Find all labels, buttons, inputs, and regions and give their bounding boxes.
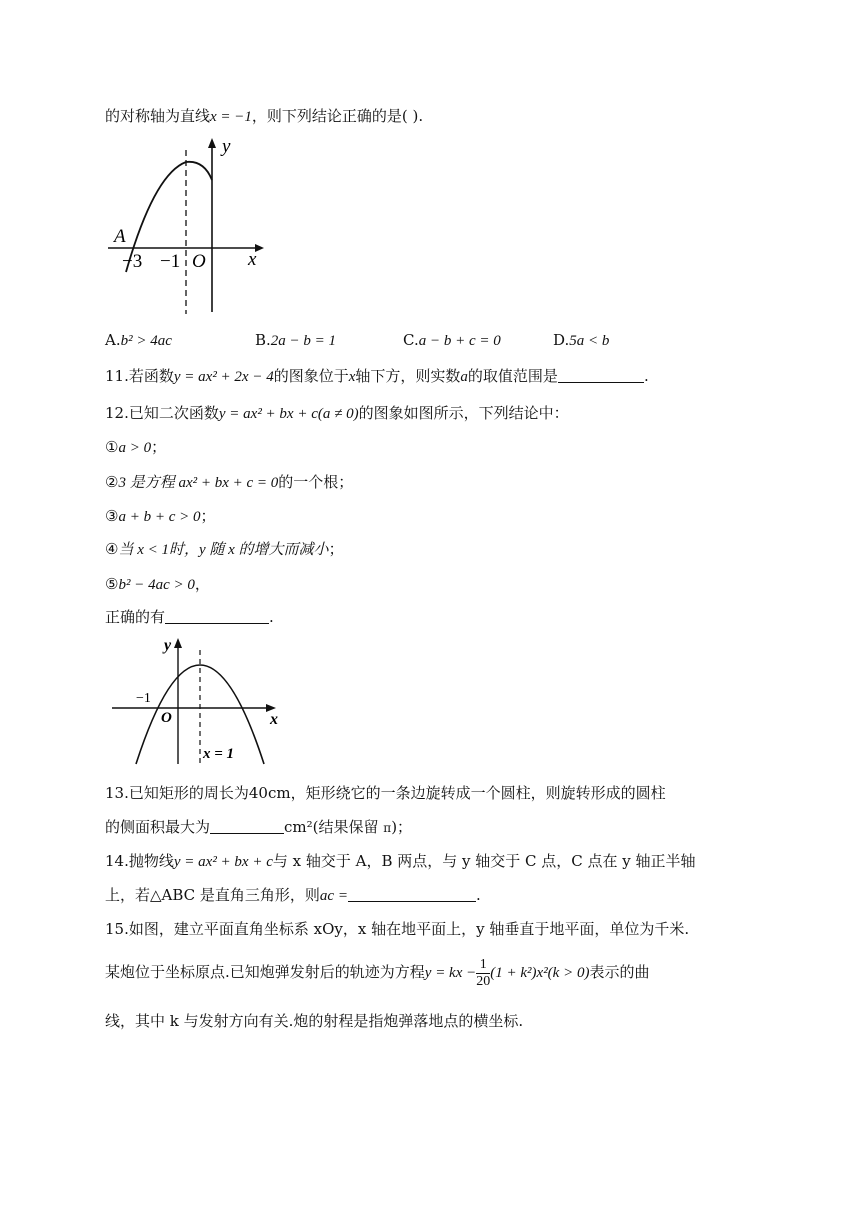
q11-var: x [348, 369, 356, 385]
q15-eq-lhs: y = kx − [424, 965, 477, 981]
option-expr: b² > 4ac [120, 333, 172, 349]
q14-end: . [475, 886, 481, 904]
q11-var: a [460, 369, 468, 385]
q13-line-1 [105, 783, 666, 803]
q10-axis-equation: x = −1 [210, 109, 252, 125]
q12-item-2 [105, 472, 353, 493]
q12-question [105, 403, 569, 424]
q13-text: 的侧面积最大为 [105, 818, 211, 836]
q15-line-2 [105, 955, 649, 990]
item-expr: a + b + c > 0 [118, 509, 201, 525]
item-expr: 3 是方程 ax² + bx + c = 0 [118, 475, 279, 491]
q11-answer-blank[interactable] [558, 367, 644, 383]
q15-text: 如图，建立平面直角坐标系 xOy，x 轴在地平面上，y 轴垂直于地平面，单位为千米. [128, 920, 690, 938]
q10-option-c [403, 330, 501, 351]
item-text: ； [200, 507, 216, 525]
q11-text: 若函数 [128, 367, 174, 385]
q15-frac-num: 1 [476, 957, 490, 974]
q11-end: . [643, 367, 649, 385]
q10-intro: 的对称轴为直线 [105, 107, 211, 125]
q13-unit: cm² [284, 818, 313, 836]
q12-answer-blank[interactable] [165, 608, 269, 624]
q13-pi: π [383, 821, 392, 835]
item-expr: 当 x < 1时，y 随 x 的增大而减小 [118, 542, 329, 558]
q14-line-1 [105, 851, 696, 872]
q13-text: )； [391, 818, 413, 836]
q15-text: 某炮位于坐标原点.已知炮弹发射后的轨迹为方程 [105, 963, 425, 981]
q13-line-2 [105, 817, 412, 838]
q10-x-label: x [248, 249, 257, 270]
item-text: ； [328, 540, 344, 558]
item-text: 的一个根； [278, 473, 354, 491]
q14-text: 与 x 轴交于 A，B 两点，与 y 轴交于 C 点，C 点在 y 轴正半轴 [272, 852, 696, 870]
q10-option-b [255, 330, 336, 351]
q12-item-5 [105, 574, 210, 595]
q11-text: 的取值范围是 [467, 367, 558, 385]
q10-graph [104, 134, 274, 316]
q10-origin-label: O [192, 251, 206, 272]
q10-point-a-label: A [114, 226, 126, 247]
item-expr: b² − 4ac > 0 [118, 577, 195, 593]
q15-line-1 [105, 919, 689, 939]
q12-y-arrow-icon [174, 638, 182, 648]
q15-eq-rhs: x²(k > 0) [536, 965, 590, 981]
q12-answer-line [105, 607, 274, 627]
q10-tick-neg3: −3 [122, 251, 143, 272]
q15-text: 线，其中 k 与发射方向有关.炮的射程是指炮弹落地点的横坐标. [105, 1012, 524, 1030]
q12-end: . [269, 608, 274, 626]
option-expr: 2a − b = 1 [270, 333, 337, 349]
q12-y-label: y [164, 637, 172, 654]
q14-line-2 [105, 885, 481, 906]
item-expr: a > 0 [118, 440, 152, 456]
q12-item-4 [105, 539, 344, 560]
item-text: ； [151, 438, 167, 456]
q10-y-arrow-icon [208, 138, 216, 148]
q15-number: 15. [105, 920, 129, 938]
item-mark: ④ [105, 540, 119, 558]
q11-equation: y = ax² + 2x − 4 [173, 369, 274, 385]
q11-text: 轴下方，则实数 [355, 367, 461, 385]
q13-text: (结果保留 [312, 818, 379, 836]
q10-y-label: y [222, 136, 231, 157]
item-mark: ⑤ [105, 575, 119, 593]
q12-item-3 [105, 506, 216, 527]
q12-text: 已知二次函数 [128, 404, 219, 422]
q14-equation: y = ax² + bx + c [173, 854, 273, 870]
q10-tail: ，则下列结论正确的是( ). [251, 107, 424, 125]
q14-text: 抛物线 [128, 852, 174, 870]
q13-text: 已知矩形的周长为40cm，矩形绕它的一条边旋转成一个圆柱，则旋转形成的圆柱 [128, 784, 666, 802]
q12-number: 12. [105, 404, 129, 422]
option-letter: A. [105, 331, 121, 349]
q10-question-line [105, 106, 423, 127]
q12-origin-label: O [161, 710, 172, 726]
q15-fraction [476, 957, 490, 990]
q15-text: 表示的曲 [589, 963, 650, 981]
option-letter: B. [255, 331, 271, 349]
item-text: ， [194, 575, 210, 593]
q10-option-d [553, 330, 609, 351]
option-expr: 5a < b [569, 333, 610, 349]
q11-question [105, 366, 649, 387]
q11-number: 11. [105, 367, 129, 385]
option-expr: a − b + c = 0 [418, 333, 501, 349]
q12-equation: y = ax² + bx + c(a ≠ 0) [218, 406, 359, 422]
q13-number: 13. [105, 784, 129, 802]
q11-text: 的图象位于 [273, 367, 349, 385]
q12-tick-neg1: −1 [136, 691, 151, 706]
q14-expr: ac = [319, 888, 348, 904]
option-letter: D. [553, 331, 570, 349]
q10-option-a [105, 330, 172, 351]
q15-eq-paren: (1 + k²) [490, 965, 537, 981]
q12-x-label: x [270, 711, 278, 728]
q15-line-3 [105, 1011, 523, 1031]
item-mark: ② [105, 473, 119, 491]
q12-text: 的图象如图所示，下列结论中： [358, 404, 569, 422]
q12-answer-prefix: 正确的有 [105, 608, 166, 626]
q10-tick-neg1: −1 [160, 251, 181, 272]
q12-item-1 [105, 437, 166, 458]
q12-graph [108, 636, 288, 766]
q15-frac-den: 20 [476, 973, 491, 989]
option-letter: C. [403, 331, 419, 349]
q14-text: 上，若△ABC 是直角三角形，则 [105, 886, 320, 904]
q12-axis-label: x = 1 [203, 746, 235, 762]
item-mark: ① [105, 438, 119, 456]
q13-answer-blank[interactable] [210, 818, 284, 834]
q14-number: 14. [105, 852, 129, 870]
q14-answer-blank[interactable] [348, 886, 476, 902]
item-mark: ③ [105, 507, 119, 525]
